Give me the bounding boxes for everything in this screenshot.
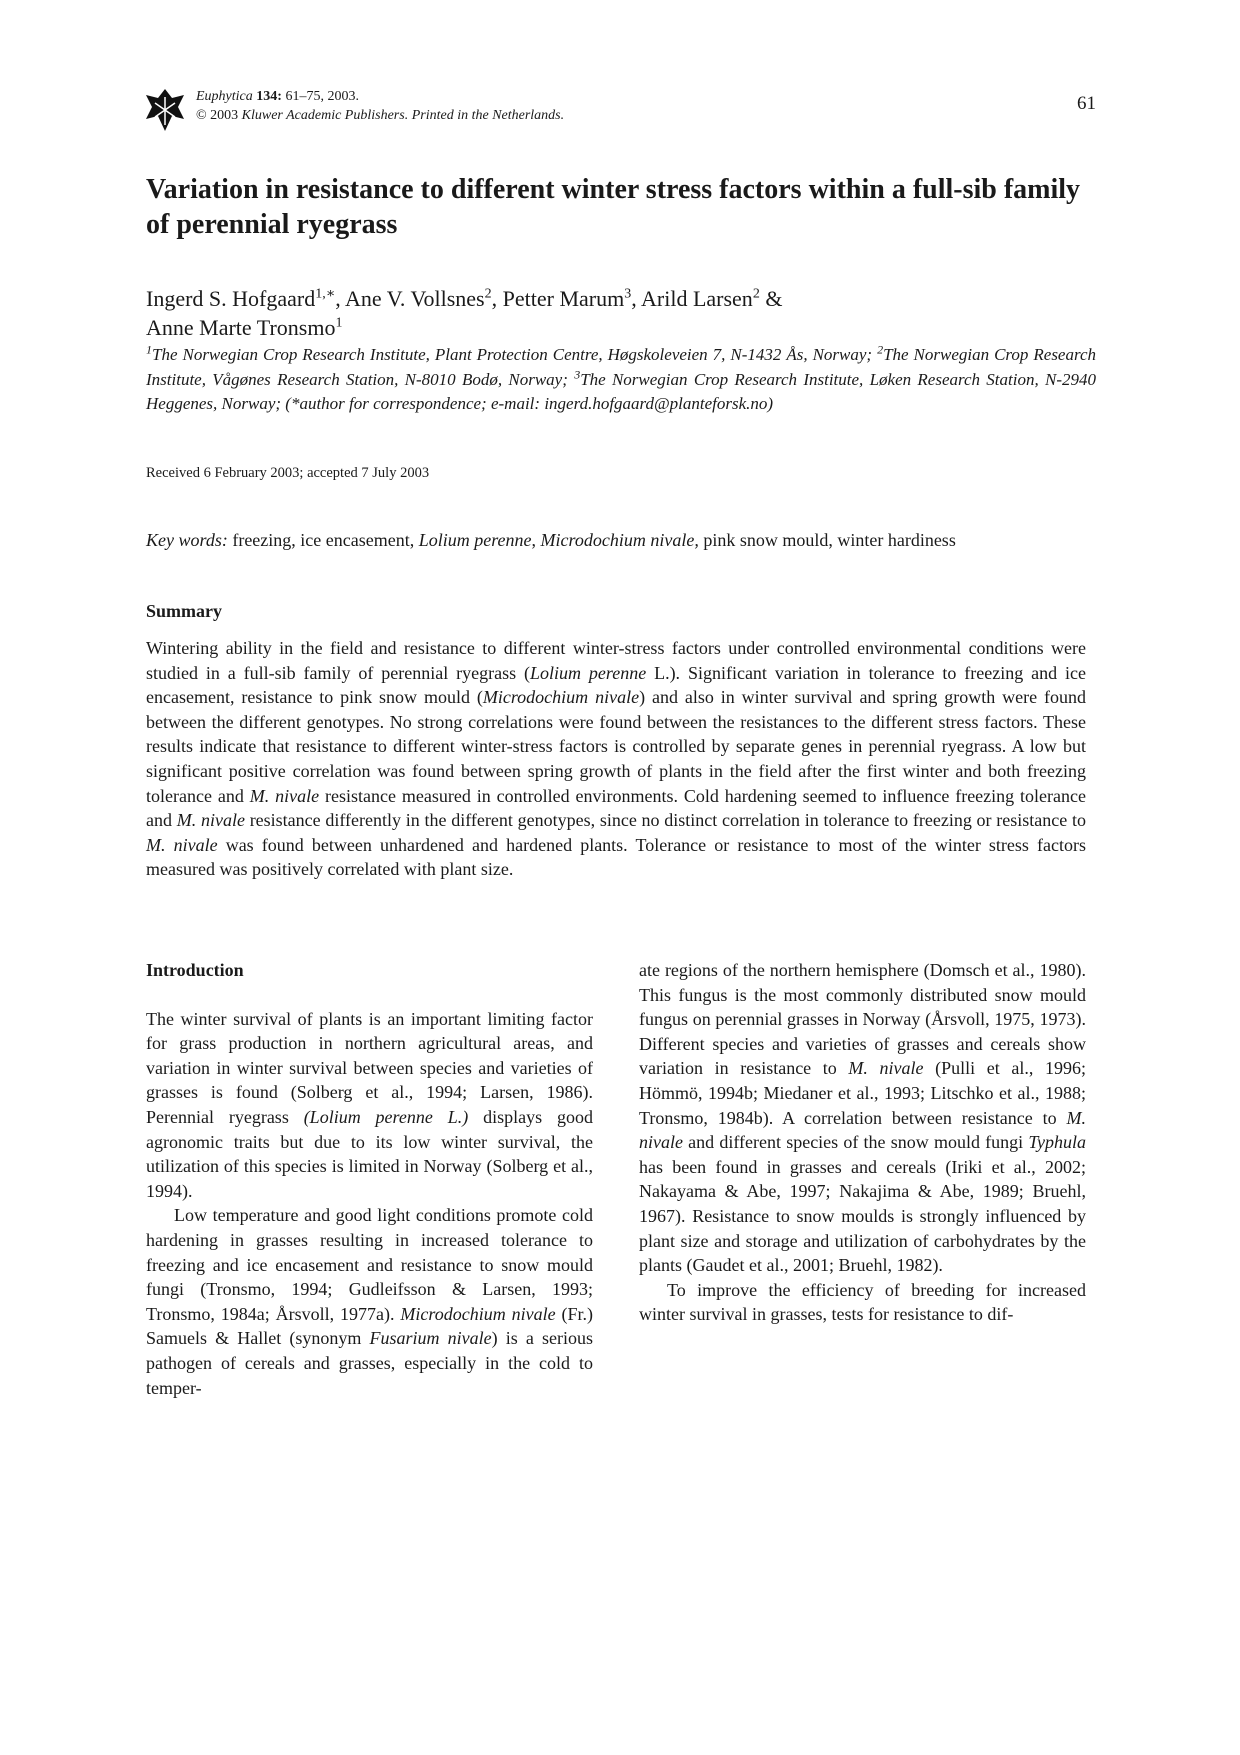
intro-segment: The winter survival of plants is an important limiting factor for grass production in northern agricultural areas, and variation in winter survival between species and varieties of grasses is found (Solberg et al., 1994; Larsen, 1986). Perennial ryegrass — [146, 1008, 593, 1127]
intro-segment: displays good agronomic traits but due to its low winter survival, the utilization of this species is limited in Norway (Solberg et al., 1994). — [146, 1106, 593, 1201]
intro-segment: ate regions of the northern hemisphere (Domsch et al., 1980). This fungus is the most commonly distributed snow mould fungus on perennial grasses in Norway (Årsvoll, 1975, 1973). Different species and varieties of grasses and cereals show variation in resistance to — [639, 960, 1086, 1079]
left-column — [146, 958, 593, 1400]
journal-line-2 — [196, 106, 564, 125]
summary-italic: M. nivale — [146, 834, 218, 855]
intro-segment: Low temperature and good light conditions promote cold hardening in grasses resulting in increased tolerance to freezing and ice encasement and resistance to snow mould fungi (Tronsmo, 1994; Gudleifsson & Larsen, 1993; Tronsmo, 1984a; Årsvoll, 1977a). — [146, 1205, 593, 1324]
summary-italic: Microdochium nivale — [482, 687, 640, 708]
intro-italic: Fusarium nivale — [369, 1328, 492, 1349]
intro-paragraph — [146, 1007, 593, 1204]
author-affil-sup: 2 — [752, 286, 760, 302]
author-affil-sup: 3 — [624, 286, 632, 302]
affiliation-1: The Norwegian Crop Research Institute, Plant Protection Centre, Høgskoleveien 7, N-1432 Ås, Norway; — [152, 345, 873, 364]
journal-pages: 61–75, 2003. — [285, 89, 359, 104]
keyword-text: pink snow mould, winter hardiness — [703, 530, 956, 550]
intro-italic: Typhula — [1028, 1132, 1086, 1153]
intro-segment: (Fr.) Samuels & Hallet (synonym — [146, 1303, 594, 1349]
author-list: Ingerd S. Hofgaard$^{1,∗}$, Ane V. Vollsnes$^2$, Petter Marum$^3$, Arild Larsen$^2$ & Anne Marte Tronsmo$^1$ — [146, 286, 783, 340]
journal-info — [196, 87, 564, 125]
summary-segment: L.). Significant variation in tolerance to freezing and ice encasement, resistance to pink snow mould ( — [146, 662, 1086, 708]
paper-title: Variation in resistance to different winter stress factors within a full-sib family of perennial ryegrass — [146, 174, 1081, 240]
intro-segment: has been found in grasses and cereals (Iriki et al., 2002; Nakayama & Abe, 1997; Nakajima & Abe, 1989; Bruehl, 1967). Resistance to snow moulds is strongly influenced by plant size and storage and utilization of carbohydrates by the plants (Gaudet et al., 2001; Bruehl, 1982). — [639, 1156, 1086, 1276]
author-affil-sup: 2 — [484, 286, 492, 302]
journal-name: Euphytica — [196, 89, 253, 104]
summary-segment: resistance measured in controlled environments. Cold hardening seemed to influence freezing tolerance and — [146, 785, 1087, 831]
author-name: Ingerd S. Hofgaard — [146, 286, 316, 311]
summary-italic: M. nivale — [176, 810, 245, 831]
publisher-logo-icon — [146, 89, 184, 131]
keywords — [146, 528, 1096, 552]
intro-segment: (Pulli et al., 1996; Hömmö, 1994b; Miedaner et al., 1993; Litschko et al., 1988; Tronsmo, 1984b). A correlation between resistance to — [639, 1058, 1086, 1128]
keywords-label: Key words: — [146, 530, 228, 550]
author-name: Petter Marum — [502, 286, 625, 311]
keyword-text: freezing, ice encasement, — [232, 530, 415, 550]
summary-italic: M. nivale — [249, 785, 320, 806]
intro-italic: M. nivale — [639, 1107, 1086, 1153]
copyright-year: 2003 — [210, 108, 239, 123]
intro-segment: and different species of the snow mould fungi — [682, 1132, 1029, 1153]
keyword-species: Lolium perenne — [418, 530, 532, 550]
keyword-separator: , — [531, 530, 537, 550]
author-ampersand: & — [765, 286, 783, 311]
summary-segment: was found between unhardened and hardened plants. Tolerance or resistance to most of the winter stress factors measured was positively correlated with plant size. — [146, 834, 1086, 880]
summary-segment: Wintering ability in the field and resistance to different winter-stress factors under controlled environmental conditions were studied in a full-sib family of perennial ryegrass ( — [146, 638, 1086, 683]
intro-paragraph — [146, 1203, 593, 1400]
copyright-symbol: © — [196, 108, 207, 123]
summary-text — [146, 636, 1086, 882]
affiliation-2: The Norwegian Crop Research Institute, Vågønes Research Station, N-8010 Bodø, Norway; — [146, 345, 1097, 389]
summary-italic: Lolium perenne — [529, 662, 647, 683]
author-affil-sup: 1 — [335, 315, 343, 331]
right-column — [639, 958, 1086, 1327]
page-header — [146, 87, 1096, 137]
intro-segment: ) is a serious pathogen of cereals and grasses, especially in the cold to temper- — [146, 1328, 593, 1398]
journal-line-1 — [196, 87, 564, 106]
intro-paragraph — [639, 958, 1086, 1278]
received-date: Received 6 February 2003; accepted 7 July 2003 — [146, 465, 430, 481]
author-affil-sup: 1,∗ — [315, 286, 336, 302]
publisher-name: Kluwer Academic Publishers. — [241, 108, 409, 123]
summary-heading: Summary — [146, 601, 222, 621]
journal-volume: 134: — [256, 89, 282, 104]
affiliations — [146, 343, 1096, 417]
intro-italic: Microdochium nivale — [400, 1303, 556, 1324]
author-name: Ane V. Vollsnes — [345, 286, 485, 311]
summary-segment: ) and also in winter survival and spring growth were found between the different genotypes. No strong correlations were found between the resistances to the different stress factors. These results indicate that resistance to different winter-stress factors is controlled by separate genes in perennial ryegrass. A low but significant positive correlation was found between spring growth of plants in the field after the first winter and both freezing tolerance and — [146, 687, 1087, 806]
intro-paragraph: To improve the efficiency of breeding for increased winter survival in grasses, tests for resistance to dif- — [639, 1279, 1086, 1325]
introduction-heading: Introduction — [146, 960, 244, 980]
summary-segment: resistance differently in the different genotypes, since no distinct correlation in tolerance to freezing or resistance to — [244, 810, 1086, 831]
author-name: Anne Marte Tronsmo — [146, 315, 336, 340]
affil-sup: 1 — [146, 342, 152, 357]
page-number: 61 — [1077, 93, 1096, 114]
intro-italic: M. nivale — [848, 1058, 924, 1079]
affil-sup: 3 — [574, 366, 581, 381]
affiliation-3: The Norwegian Crop Research Institute, Løken Research Station, N-2940 Heggenes, Norway; (*author for correspondence; e-mail: ingerd.hofgaard@planteforsk.no) — [146, 369, 1097, 413]
intro-italic: (Lolium perenne L.) — [303, 1106, 469, 1127]
author-name: Arild Larsen — [641, 286, 753, 311]
printed-note: Printed in the Netherlands. — [411, 108, 565, 123]
affil-sup: 2 — [877, 342, 884, 357]
keyword-species: Microdochium nivale, — [540, 530, 699, 550]
